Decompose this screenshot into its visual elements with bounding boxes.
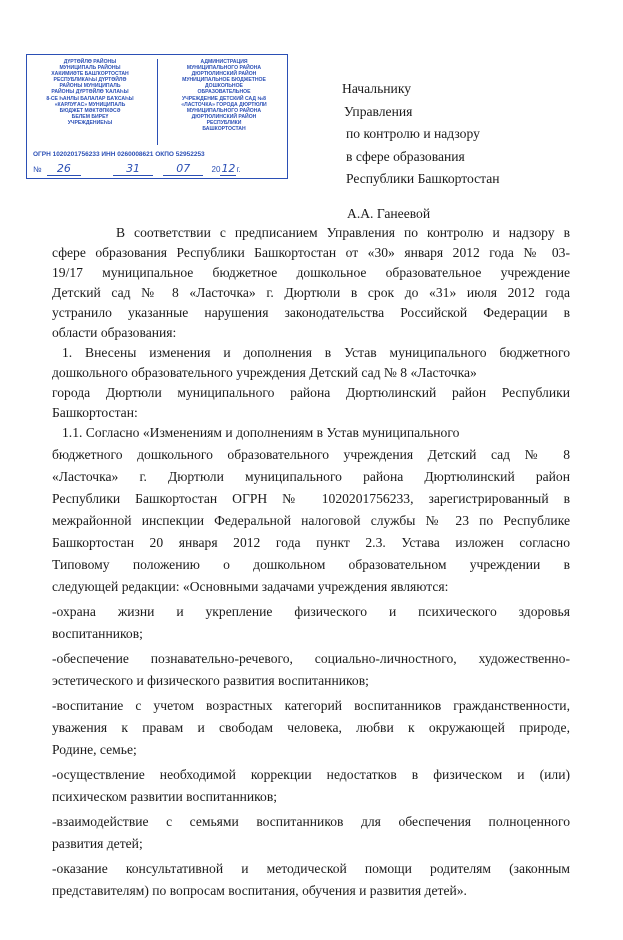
body-line: 1. Внесены изменения и дополнения в Устав муниципального бюджетного <box>62 345 570 360</box>
addressee-line: Начальнику <box>342 81 412 96</box>
stamp-number-value: 26 <box>47 162 81 176</box>
body-line: -охрана жизни и укрепление физического и психического здоровья <box>52 604 570 619</box>
body-line: -взаимодействие с семьями воспитанников для обеспечения полноценного <box>52 814 570 829</box>
body-line: области образования: <box>52 325 177 340</box>
addressee-line: в сфере образования <box>346 148 465 164</box>
body-line: -воспитание с учетом возрастных категорий воспитанников гражданственности, <box>52 698 570 713</box>
stamp-year-prefix: 20 <box>211 165 221 174</box>
addressee-line: по контролю и надзору <box>346 126 480 142</box>
body-line: 1.1. Согласно «Изменениям и дополнениям в Устав муниципального <box>62 425 460 440</box>
stamp-month-value: 07 <box>163 162 203 176</box>
body-line: -осуществление необходимой коррекции недостатков в физическом и (или) <box>52 767 570 782</box>
stamp-divider <box>157 59 158 145</box>
body-line: города Дюртюли муниципального района Дюртюлинский район Республики <box>52 385 570 400</box>
stamp-russian-text: АДМИНИСТРАЦИЯ МУНИЦИПАЛЬНОГО РАЙОНА ДЮРТЮЛИНСКИЙ РАЙОН МУНИЦИПАЛЬНОЕ БЮДЖЕТНОЕ ДОШКОЛЬНОЕ ОБРАЗОВАТЕЛЬНОЕ УЧРЕЖДЕНИЕ ДЕТСКИЙ САД №8 «ЛАСТОЧКА» ГОРОДА ДЮРТЮЛИ МУНИЦИПАЛЬНОГО РАЙОНА ДЮРТЮЛИНСКИЙ РАЙОН РЕСПУБЛИКИ БАШКОРТОСТАН <box>181 59 267 133</box>
body-line: следующей редакции: «Основными задачами учреждения являются: <box>52 579 449 594</box>
stamp-registration-line: ОГРН 1020201756233 ИНН 0260008621 ОКПО 52952253 <box>33 151 205 158</box>
addressee-line: Республики Башкортостан <box>346 171 500 187</box>
body-line: Родине, семье; <box>52 742 137 757</box>
stamp-year-suffix: г. <box>236 165 241 174</box>
stamp-year-value: 12 <box>221 162 236 175</box>
body-line: Башкортостан: <box>52 405 138 420</box>
body-line: развития детей; <box>52 836 143 851</box>
body-line: Башкортостан 20 января 2012 года пункт 2.3. Устава изложен согласно <box>52 535 570 550</box>
body-line: эстетического и физического развития воспитанников; <box>52 673 369 688</box>
stamp-number-date-line <box>33 162 281 176</box>
stamp-number-label: № <box>33 165 42 174</box>
body-line: -обеспечение познавательно-речевого, социально-личностного, художественно- <box>52 651 570 666</box>
body-line: межрайонной инспекции Федеральной налоговой службы № 23 по Республике <box>52 513 570 528</box>
body-line: бюджетного дошкольного образовательного учреждения Детский сад № 8 <box>52 447 570 462</box>
organization-stamp <box>26 54 288 179</box>
body-line: представителям) по вопросам воспитания, обучения и развития детей». <box>52 883 467 898</box>
body-line: дошкольного образовательного учреждения Детский сад № 8 «Ласточка» <box>52 365 477 380</box>
stamp-day-value: 31 <box>113 162 153 176</box>
addressee-name: А.А. Ганеевой <box>347 206 431 221</box>
body-line: уважения к правам и свободам человека, любви к окружающей природе, <box>52 720 570 735</box>
body-line: 19/17 муниципальное бюджетное дошкольное образовательное учреждение <box>52 265 570 280</box>
body-line: воспитанников; <box>52 626 143 641</box>
stamp-bashkir-text: ДҮРТӨЙЛӨ РАЙОНЫ МУНИЦИПАЛЬ РАЙОНЫ ХАКИМИӘТЕ БАШҠОРТОСТАН РЕСПУБЛИКАҺЫ ДҮРТӨЙЛӨ РАЙОНЫ МУНИЦИПАЛЬ РАЙОНЫ ДҮРТӨЙЛӨ ҠАЛАҺЫ 8-СЕ ҺАНЛЫ БАЛАЛАР БАҠСАҺЫ «КАРЛУҒАС» МУНИЦИПАЛЬ БЮДЖЕТ МӘКТӘПКӘСӘ БЕЛЕМ БИРЕҮ УЧРЕЖДЕНИЕҺЫ <box>46 59 134 126</box>
body-line: Типовому положению о дошкольном образовательном учреждении в <box>52 557 570 572</box>
body-line: сфере образования Республики Башкортостан от «30» января 2012 года № 03- <box>52 245 570 260</box>
addressee-block <box>342 78 500 191</box>
body-line: Республики Башкортостан ОГРН № 1020201756233, зарегистрированный в <box>52 491 570 506</box>
body-line: Детский сад № 8 «Ласточка» г. Дюртюли в срок до «31» июля 2012 года <box>52 285 570 300</box>
body-line: психическом развитии воспитанников; <box>52 789 278 804</box>
body-line: устранило указанные нарушения законодательства Российской Федерации в <box>52 305 570 320</box>
addressee-line: Управления <box>344 103 413 119</box>
body-line: «Ласточка» г. Дюртюли муниципального района Дюртюлинский район <box>52 469 570 484</box>
body-line: В соответствии с предписанием Управления по контролю и надзору в <box>116 225 570 240</box>
body-line: -оказание консультативной и методической помощи родителям (законным <box>52 861 570 876</box>
